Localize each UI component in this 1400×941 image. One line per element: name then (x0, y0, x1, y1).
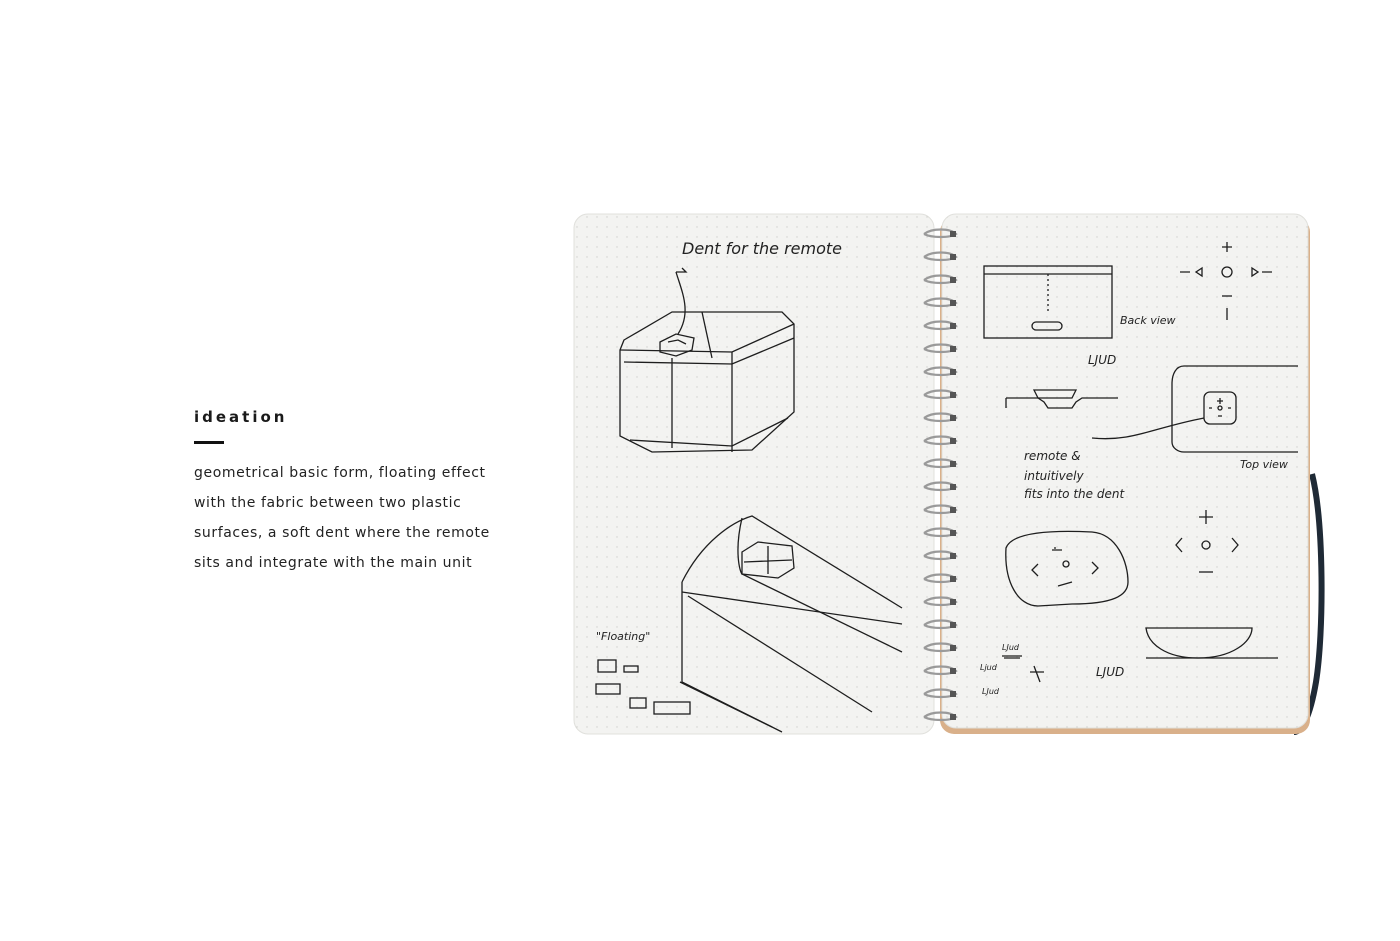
label-brand-2: LJUD (1096, 665, 1125, 679)
spiral-hole (950, 484, 956, 490)
description-line-2: with the fabric between two plastic (194, 495, 462, 511)
right-page (940, 214, 1310, 734)
spiral-hole (950, 415, 956, 421)
label-brand-1: LJUD (1088, 353, 1117, 367)
section-description (194, 458, 534, 578)
label-remote-note-1: remote & (1024, 449, 1081, 463)
spiral-hole (950, 392, 956, 398)
spiral-hole (950, 553, 956, 559)
spiral-hole (950, 254, 956, 260)
spiral-hole (950, 714, 956, 720)
note-dent-for-remote: Dent for the remote (682, 239, 843, 258)
spiral-hole (950, 576, 956, 582)
label-logo-study-3: LJud (982, 687, 999, 696)
label-logo-study-2: Ljud (980, 663, 997, 672)
ideation-text-block (194, 406, 534, 578)
spiral-hole (950, 438, 956, 444)
description-line-3: surfaces, a soft dent where the remote (194, 525, 490, 541)
spiral-hole (950, 507, 956, 513)
spiral-hole (950, 323, 956, 329)
spiral-hole (950, 622, 956, 628)
section-title: ideation (194, 408, 288, 426)
title-underline (194, 441, 224, 444)
description-line-1: geometrical basic form, floating effect (194, 465, 486, 481)
left-page (574, 214, 934, 734)
spiral-hole (950, 231, 956, 237)
label-remote-note-2: intuitively (1024, 469, 1084, 483)
spiral-hole (950, 645, 956, 651)
spiral-hole (950, 691, 956, 697)
description-line-4: sits and integrate with the main unit (194, 555, 473, 571)
spiral-hole (950, 668, 956, 674)
spiral-hole (950, 300, 956, 306)
label-top-view: Top view (1240, 458, 1288, 471)
note-floating: "Floating" (596, 630, 651, 643)
label-remote-note-3: fits into the dent (1024, 487, 1125, 501)
spiral-hole (950, 369, 956, 375)
spiral-hole (950, 277, 956, 283)
spiral-hole (950, 599, 956, 605)
label-back-view: Back view (1120, 314, 1176, 327)
spiral-hole (950, 530, 956, 536)
spiral-hole (950, 461, 956, 467)
label-logo-study-1: LJud (1002, 643, 1019, 652)
spiral-hole (950, 346, 956, 352)
sketchbook-photo (572, 212, 1332, 742)
